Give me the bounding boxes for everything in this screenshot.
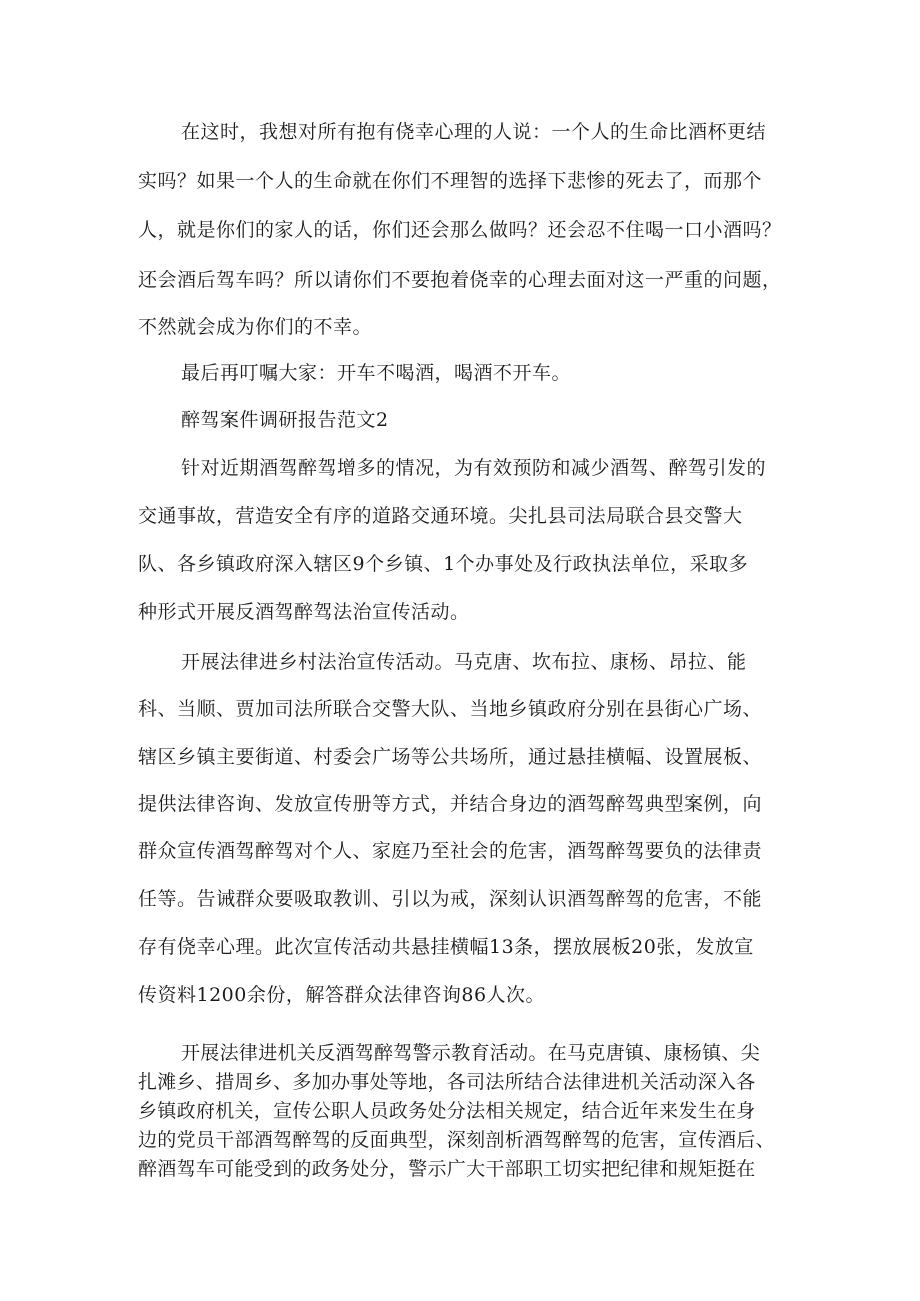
paragraph-4-line-5: 群众宣传酒驾醉驾对个人、家庭乃至社会的危害，酒驾醉驾要负的法律责 xyxy=(138,840,763,862)
paragraph-4-line-8: 传资料1200余份，解答群众法律咨询86人次。 xyxy=(138,984,546,1006)
paragraph-4-line-7: 存有侥幸心理。此次宣传活动共悬挂横幅13条，摆放展板20张，发放宣 xyxy=(138,936,754,958)
paragraph-3-line-2: 交通事故，营造安全有序的道路交通环境。尖扎县司法局联合县交警大 xyxy=(138,505,743,527)
paragraph-4-line-1: 开展法律进乡村法治宣传活动。马克唐、坎布拉、康杨、昂拉、能 xyxy=(181,651,747,673)
paragraph-2-line-1: 最后再叮嘱大家：开车不喝酒，喝酒不开车。 xyxy=(181,362,572,384)
paragraph-4-line-4: 提供法律咨询、发放宣传册等方式，并结合身边的酒驾醉驾典型案例，向 xyxy=(138,793,763,815)
paragraph-5-line-2: 扎滩乡、措周乡、多加办事处等地，各司法所结合法律进机关活动深入各 xyxy=(138,1071,756,1093)
paragraph-1-line-4: 还会酒后驾车吗？所以请你们不要抱着侥幸的心理去面对这一严重的问题， xyxy=(138,269,782,291)
paragraph-3-line-3: 队、各乡镇政府深入辖区9个乡镇、1个办事处及行政执法单位，采取多 xyxy=(138,553,749,575)
paragraph-3-line-1: 针对近期酒驾醉驾增多的情况，为有效预防和减少酒驾、醉驾引发的 xyxy=(181,457,767,479)
paragraph-5-line-1: 开展法律进机关反酒驾醉驾警示教育活动。在马克唐镇、康杨镇、尖 xyxy=(181,1042,761,1064)
section-heading: 醉驾案件调研报告范文2 xyxy=(181,409,389,431)
paragraph-1-line-5: 不然就会成为你们的不幸。 xyxy=(138,316,373,338)
paragraph-4-line-2: 科、当顺、贾加司法所联合交警大队、当地乡镇政府分别在县街心广场、 xyxy=(138,698,763,720)
paragraph-1-line-3: 人，就是你们的家人的话，你们还会那么做吗？还会忍不住喝一口小酒吗？ xyxy=(138,219,782,241)
paragraph-5-line-4: 边的党员干部酒驾醉驾的反面典型，深刻剖析酒驾醉驾的危害，宣传酒后、 xyxy=(138,1129,775,1151)
paragraph-3-line-4: 种形式开展反酒驾醉驾法治宣传活动。 xyxy=(138,601,470,623)
paragraph-5-line-3: 乡镇政府机关，宣传公职人员政务处分法相关规定，结合近年来发生在身 xyxy=(138,1100,756,1122)
paragraph-4-line-6: 任等。告诫群众要吸取教训、引以为戒，深刻认识酒驾醉驾的危害，不能 xyxy=(138,888,763,910)
paragraph-4-line-3: 辖区乡镇主要街道、村委会广场等公共场所，通过悬挂横幅、设置展板、 xyxy=(138,746,763,768)
paragraph-1-line-1: 在这时，我想对所有抱有侥幸心理的人说：一个人的生命比酒杯更结 xyxy=(181,121,767,143)
paragraph-5-line-5: 醉酒驾车可能受到的政务处分，警示广大干部职工切实把纪律和规矩挺在 xyxy=(138,1158,756,1180)
paragraph-1-line-2: 实吗？如果一个人的生命就在你们不理智的选择下悲惨的死去了，而那个 xyxy=(138,170,763,192)
